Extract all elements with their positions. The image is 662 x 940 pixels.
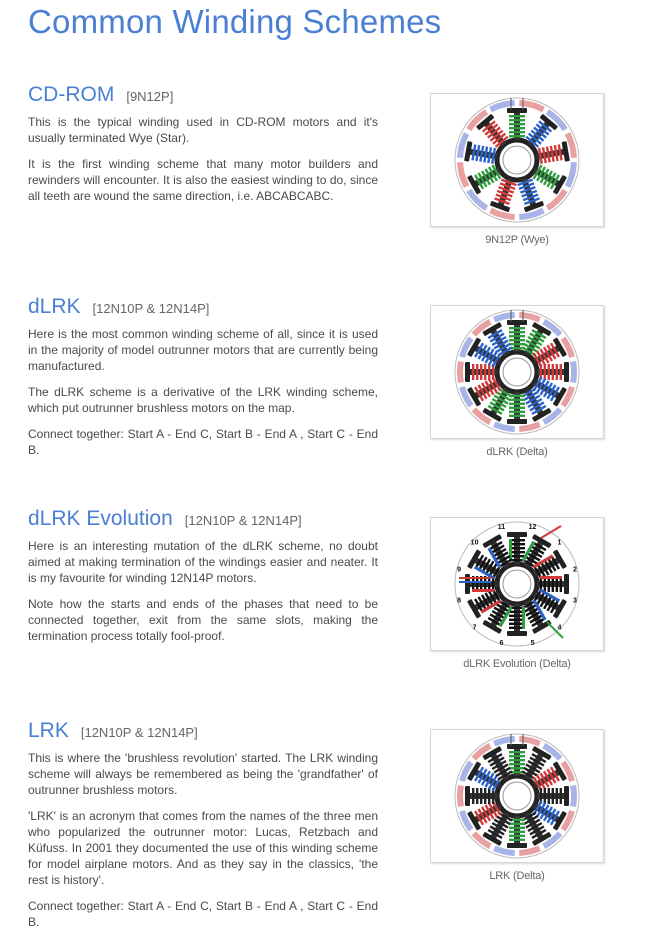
coil-turn (484, 788, 486, 804)
coil-turn (509, 131, 525, 133)
coil-turn (509, 127, 525, 129)
coil-turn (548, 788, 550, 804)
coil-turn (509, 759, 525, 761)
tooth-cap (507, 744, 527, 749)
slot-number: 7 (472, 624, 477, 632)
coil-turn (509, 123, 525, 125)
slot-number: 9 (457, 566, 461, 574)
slot-number: 2 (573, 566, 577, 574)
coil-turn (556, 788, 558, 804)
tooth-cap (507, 532, 527, 537)
coil-turn (544, 364, 546, 380)
stator-tooth (535, 141, 570, 166)
coil-turn (509, 823, 525, 825)
paragraph: Here is the most common winding scheme of all, since it is used in the majority of model outrunner motors that are currently being manufactured. (28, 327, 378, 373)
tooth-cap (507, 631, 527, 636)
slot-number: 3 (573, 597, 577, 605)
coil-turn (509, 335, 525, 337)
tooth-cap (465, 362, 470, 382)
tooth-cap (564, 574, 569, 594)
coil-turn (548, 364, 550, 380)
coil-turn (544, 788, 546, 804)
magnet-segment (565, 162, 577, 188)
coil-turn (509, 343, 525, 345)
slot-number: 1 (557, 539, 562, 547)
slot-number: 6 (499, 639, 504, 647)
magnet-segment (570, 361, 577, 383)
section-code: [12N10P & 12N14P] (92, 301, 210, 316)
coil-turn (556, 364, 558, 380)
stator-tooth (507, 108, 527, 140)
section-code: [9N12P] (126, 89, 174, 104)
paragraph: Here is an interesting mutation of the dLRK scheme, no doubt aimed at making termination of the windings easier and neater. It is my favourite for winding 12N14P motors. (28, 539, 378, 585)
shaft (503, 570, 531, 598)
diagram-frame (430, 729, 604, 863)
section-lrk (28, 718, 378, 940)
coil-turn (480, 364, 482, 380)
magnet-segment (457, 785, 464, 807)
tooth-cap (564, 362, 569, 382)
coil-turn (476, 788, 478, 804)
coil-turn (509, 755, 525, 757)
coil-turn (480, 788, 482, 804)
slot-number: 8 (457, 597, 461, 605)
magnet-segment (457, 361, 464, 383)
paragraph: It is the first winding scheme that many motor builders and rewinders will encounter. It is also the easiest winding to do, since all teeth are wound the same direction, i.e. ABCABCABC. (28, 157, 378, 203)
paragraph: Note how the starts and ends of the phases that need to be connected together, exit from the same slots, making the termination process totally fool-proof. (28, 597, 378, 643)
section-dlrk (28, 294, 378, 468)
section-code: [12N10P & 12N14P] (80, 725, 198, 740)
figure-caption: dLRK (Delta) (486, 446, 548, 458)
section-code: [12N10P & 12N14P] (184, 513, 302, 528)
slot-number: 4 (557, 624, 562, 632)
figure-caption: 9N12P (Wye) (485, 234, 549, 246)
paragraph: This is where the 'brushless revolution' started. The LRK winding scheme will always be remembered as being the 'grandfather' of outrunner brushless motors. (28, 751, 378, 797)
magnet-segment (457, 162, 469, 188)
slot-number: 11 (497, 524, 506, 532)
figure-lrk (430, 729, 604, 882)
coil-turn (509, 407, 525, 409)
paragraph: Connect together: Start A - End C, Start B - End A , Start C - End B. (28, 427, 378, 457)
page-title: Common Winding Schemes (28, 3, 442, 40)
coil-turn (509, 835, 525, 837)
coil-turn (472, 788, 474, 804)
coil-turn (509, 135, 525, 137)
tooth-cap (507, 419, 527, 424)
coil-turn (488, 788, 490, 804)
winding-diagram (451, 306, 583, 438)
shaft (503, 146, 531, 174)
coil-turn (509, 763, 525, 765)
coil-turn (509, 751, 525, 753)
coil-turn (476, 364, 478, 380)
coil-side (540, 576, 562, 579)
coil-turn (509, 119, 525, 121)
coil-turn (472, 364, 474, 380)
diagram-frame (430, 517, 604, 651)
coil-turn (560, 364, 562, 380)
coil-turn (484, 364, 486, 380)
paragraph: 'LRK' is an acronym that comes from the names of the three men who popularized the outrunner motor: Lucas, Retzbach and Küfuss. In 2001 they documented the use of this winding scheme for model airplane motors. And as they say in the classics, 'the rest is history'. (28, 809, 378, 887)
slot-number: 5 (530, 639, 535, 647)
tooth-cap (507, 320, 527, 325)
coil-turn (509, 839, 525, 841)
section-title: dLRK Evolution (28, 507, 173, 530)
shaft (503, 358, 531, 386)
coil-turn (509, 331, 525, 333)
coil-turn (509, 339, 525, 341)
winding-diagram (451, 518, 583, 650)
coil-turn (509, 831, 525, 833)
paragraph: This is the typical winding used in CD-ROM motors and it's usually terminated Wye (Star). (28, 115, 378, 145)
section-title: CD-ROM (28, 83, 115, 106)
figure-dlrk-evolution (430, 517, 604, 670)
coil-turn (509, 327, 525, 329)
coil-side (472, 589, 494, 592)
coil-turn (552, 364, 554, 380)
coil-turn (509, 415, 525, 417)
diagram-frame (430, 305, 604, 439)
diagram-frame (430, 93, 604, 227)
coil-turn (509, 403, 525, 405)
paragraph: The dLRK scheme is a derivative of the LRK winding scheme, which put outrunner brushless motors on the map. (28, 385, 378, 415)
coil-side (522, 607, 525, 629)
slot-number: 12 (528, 524, 537, 532)
tooth-cap (465, 786, 470, 806)
coil-turn (509, 115, 525, 117)
coil-turn (488, 364, 490, 380)
shaft (503, 782, 531, 810)
coil-turn (509, 411, 525, 413)
figure-cdrom (430, 93, 604, 246)
section-title: dLRK (28, 295, 81, 318)
figure-dlrk (430, 305, 604, 458)
section-cdrom (28, 82, 378, 214)
coil-turn (552, 788, 554, 804)
section-dlrk-evolution (28, 506, 378, 654)
coil-turn (509, 827, 525, 829)
section-title: LRK (28, 719, 69, 742)
magnet-segment (570, 785, 577, 807)
coil-turn (509, 767, 525, 769)
tooth-cap (507, 843, 527, 848)
winding-diagram (451, 94, 583, 226)
winding-diagram (451, 730, 583, 862)
tooth-cap (564, 786, 569, 806)
coil-side (509, 539, 512, 561)
paragraph: Connect together: Start A - End C, Start B - End A , Start C - End B. (28, 899, 378, 929)
tooth-cap (507, 108, 527, 113)
figure-caption: LRK (Delta) (489, 870, 545, 882)
stator-tooth (464, 141, 499, 166)
slot-number: 10 (470, 539, 479, 547)
figure-caption: dLRK Evolution (Delta) (463, 658, 571, 670)
coil-turn (509, 399, 525, 401)
coil-turn (560, 788, 562, 804)
